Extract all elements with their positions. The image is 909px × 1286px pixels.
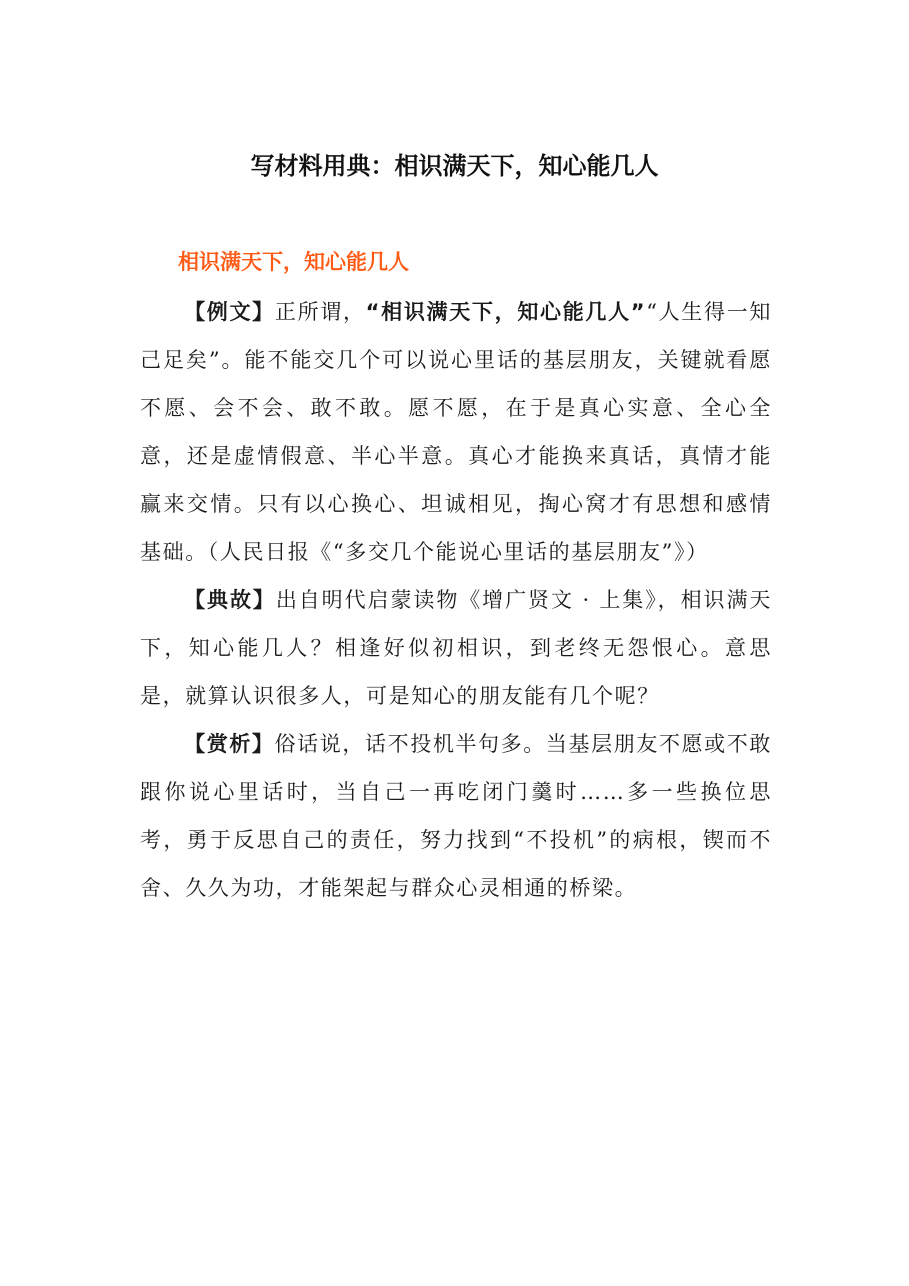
appreciation-text: 俗话说，话不投机半句多。当基层朋友不愿或不敢跟你说心里话时，当自己一再吃闭门羹时……多一些换位思考，勇于反思自己的责任，努力找到“不投机”的病根，锲而不舍、久久为功，才能架起与群众心灵相通的桥梁。 [140, 732, 772, 900]
appreciation-paragraph [140, 720, 772, 912]
section-heading: 相识满天下，知心能几人 [178, 250, 409, 274]
allusion-paragraph [140, 576, 772, 720]
example-quote: “相识满天下，知心能几人” [365, 300, 647, 324]
example-text: “人生得一知己足矣”。能不能交几个可以说心里话的基层朋友，关键就看愿不愿、会不会、敢不敢。愿不愿，在于是真心实意、全心全意，还是虚情假意、半心半意。真心才能换来真话，真情才能赢来交情。只有以心换心、坦诚相见，掏心窝才有思想和感情基础。（人民日报《“多交几个能说心里话的基层朋友”》） [140, 300, 772, 564]
example-lead: 正所谓， [274, 300, 366, 324]
document-body [140, 288, 772, 912]
allusion-tag: 【典故】 [184, 588, 276, 612]
example-paragraph [140, 288, 772, 576]
appreciation-tag: 【赏析】 [184, 732, 275, 756]
page-title: 写材料用典：相识满天下，知心能几人 [250, 152, 659, 180]
example-tag: 【例文】 [184, 300, 275, 324]
allusion-text: 出自明代启蒙读物《增广贤文 · 上集》，相识满天下，知心能几人？相逢好似初相识，到老终无怨恨心。意思是，就算认识很多人，可是知心的朋友能有几个呢？ [140, 588, 772, 708]
